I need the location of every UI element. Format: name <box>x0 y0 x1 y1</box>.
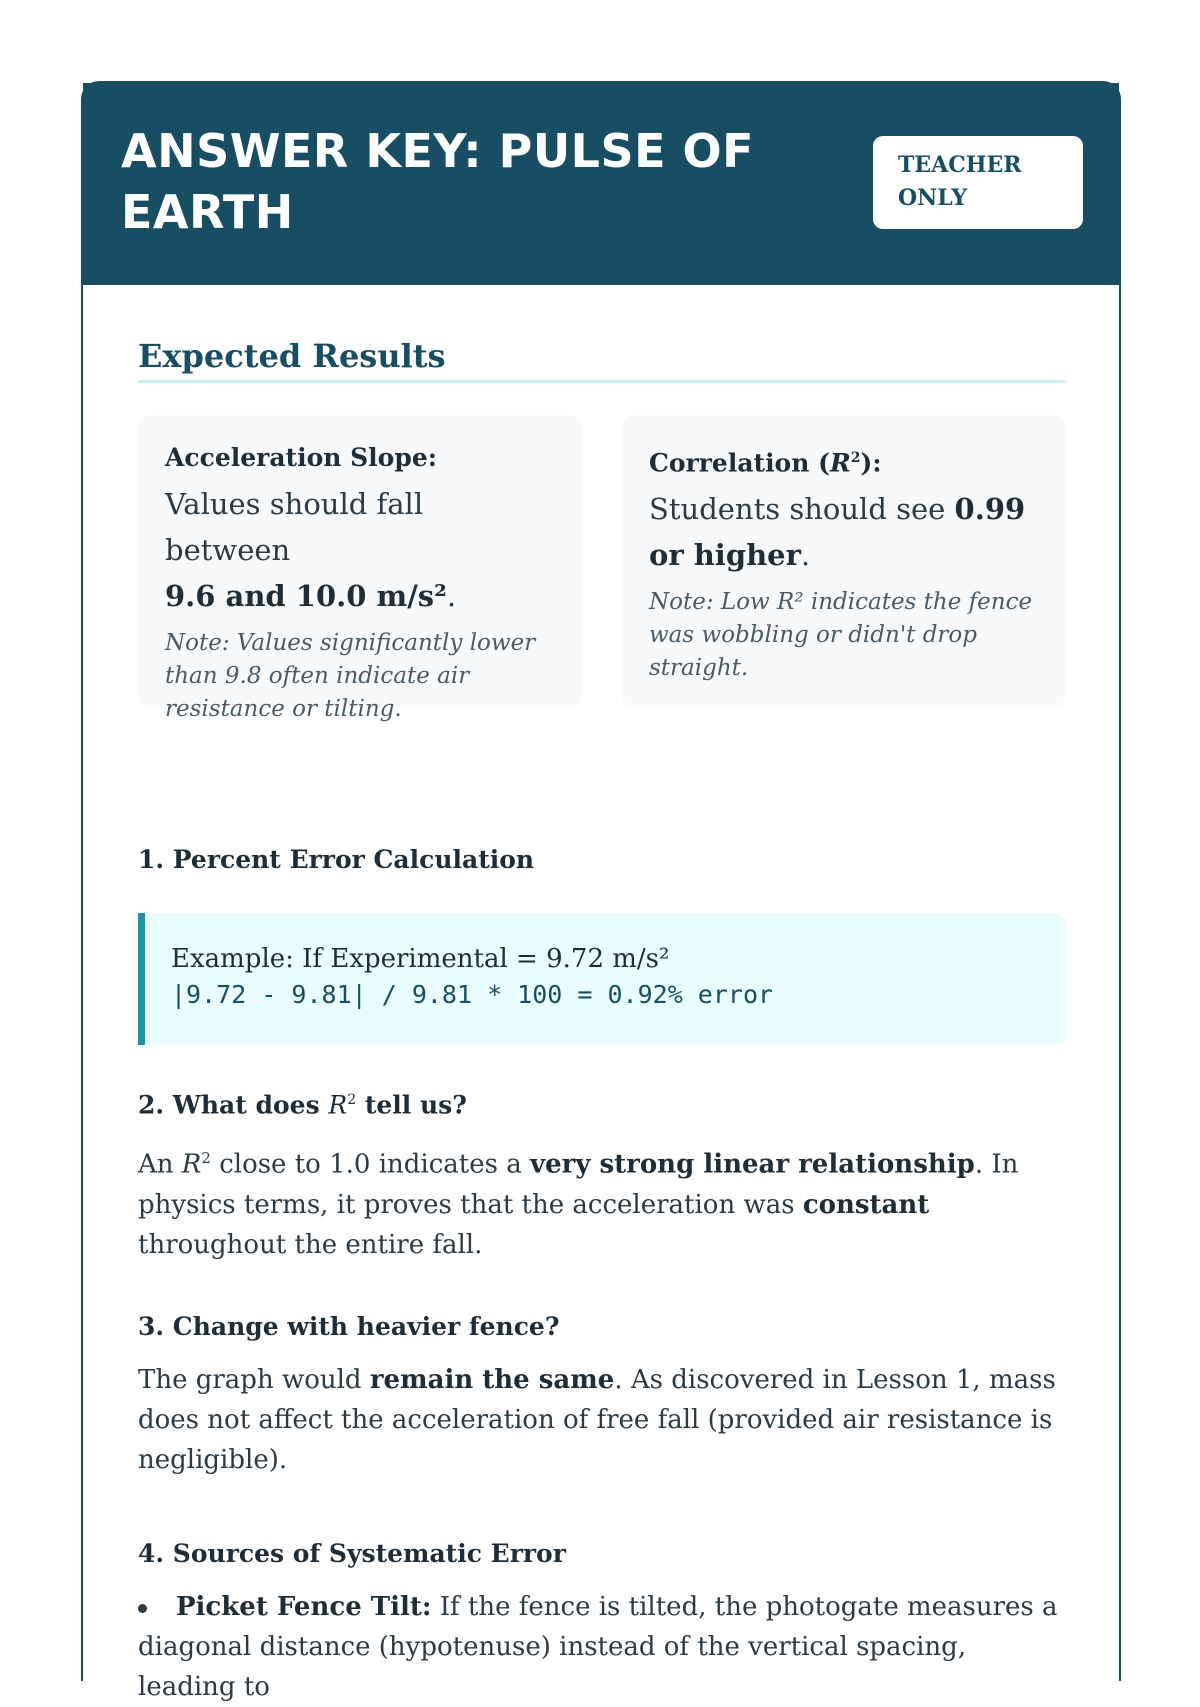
list-item: Picket Fence Tilt: If the fence is tilted, the photogate measures a diagonal distance (hypotenuse) instead of the vertical spacing, leading to <box>138 1592 1058 1702</box>
question-1-title: 1. Percent Error Calculation <box>138 845 535 874</box>
question-2-answer: An $R^2$ close to 1.0 indicates a very strong linear relationship. In physics terms, it proves that the acceleration was constant throughout the entire fall. <box>138 1149 1019 1260</box>
correlation-value: Students should see 0.99 or higher. <box>649 492 1026 573</box>
correlation-result-box <box>622 415 1066 707</box>
question-4-title: 4. Sources of Systematic Error <box>138 1539 566 1568</box>
question-4 <box>138 1537 1066 1707</box>
question-2-title: 2. What does $R^2$ tell us? <box>138 1090 467 1120</box>
correlation-note: Note: Low R² indicates the fence was wobbling or didn't drop straight. <box>649 589 1033 682</box>
answer-key-card <box>81 81 1121 1702</box>
acceleration-value: Values should fall between 9.6 and 10.0 m/s². <box>165 487 457 613</box>
card-header <box>83 83 1119 285</box>
page-title: ANSWER KEY: PULSE OF EARTH <box>121 124 755 239</box>
question-3-answer: The graph would remain the same. As discovered in Lesson 1, mass does not affect the acceleration of free fall (provided air resistance is negligible). <box>138 1365 1056 1475</box>
acceleration-result-box <box>138 415 582 722</box>
acceleration-note: Note: Values significantly lower than 9.8 often indicate air resistance or tilting. <box>165 630 536 722</box>
expected-results-heading: Expected Results <box>138 336 1066 383</box>
teacher-only-badge: TEACHER ONLY <box>873 136 1083 229</box>
question-3-title: 3. Change with heavier fence? <box>138 1312 560 1341</box>
bullet-icon <box>138 1604 147 1613</box>
question-2 <box>138 1083 1066 1265</box>
acceleration-label: Acceleration Slope: <box>165 443 437 472</box>
question-1 <box>138 843 1066 877</box>
percent-error-example: Example: If Experimental = 9.72 m/s² <box>171 944 670 974</box>
acceleration-range: 9.6 and 10.0 m/s² <box>165 579 447 613</box>
systematic-error-list <box>138 1587 1066 1707</box>
correlation-threshold: 0.99 or higher <box>649 492 1026 573</box>
question-3 <box>138 1310 1066 1480</box>
percent-error-formula: |9.72 - 9.81| / 9.81 * 100 = 0.92% error <box>171 980 774 1009</box>
percent-error-example-box <box>138 913 1066 1045</box>
correlation-label: Correlation $(R^2)$: <box>649 448 882 478</box>
